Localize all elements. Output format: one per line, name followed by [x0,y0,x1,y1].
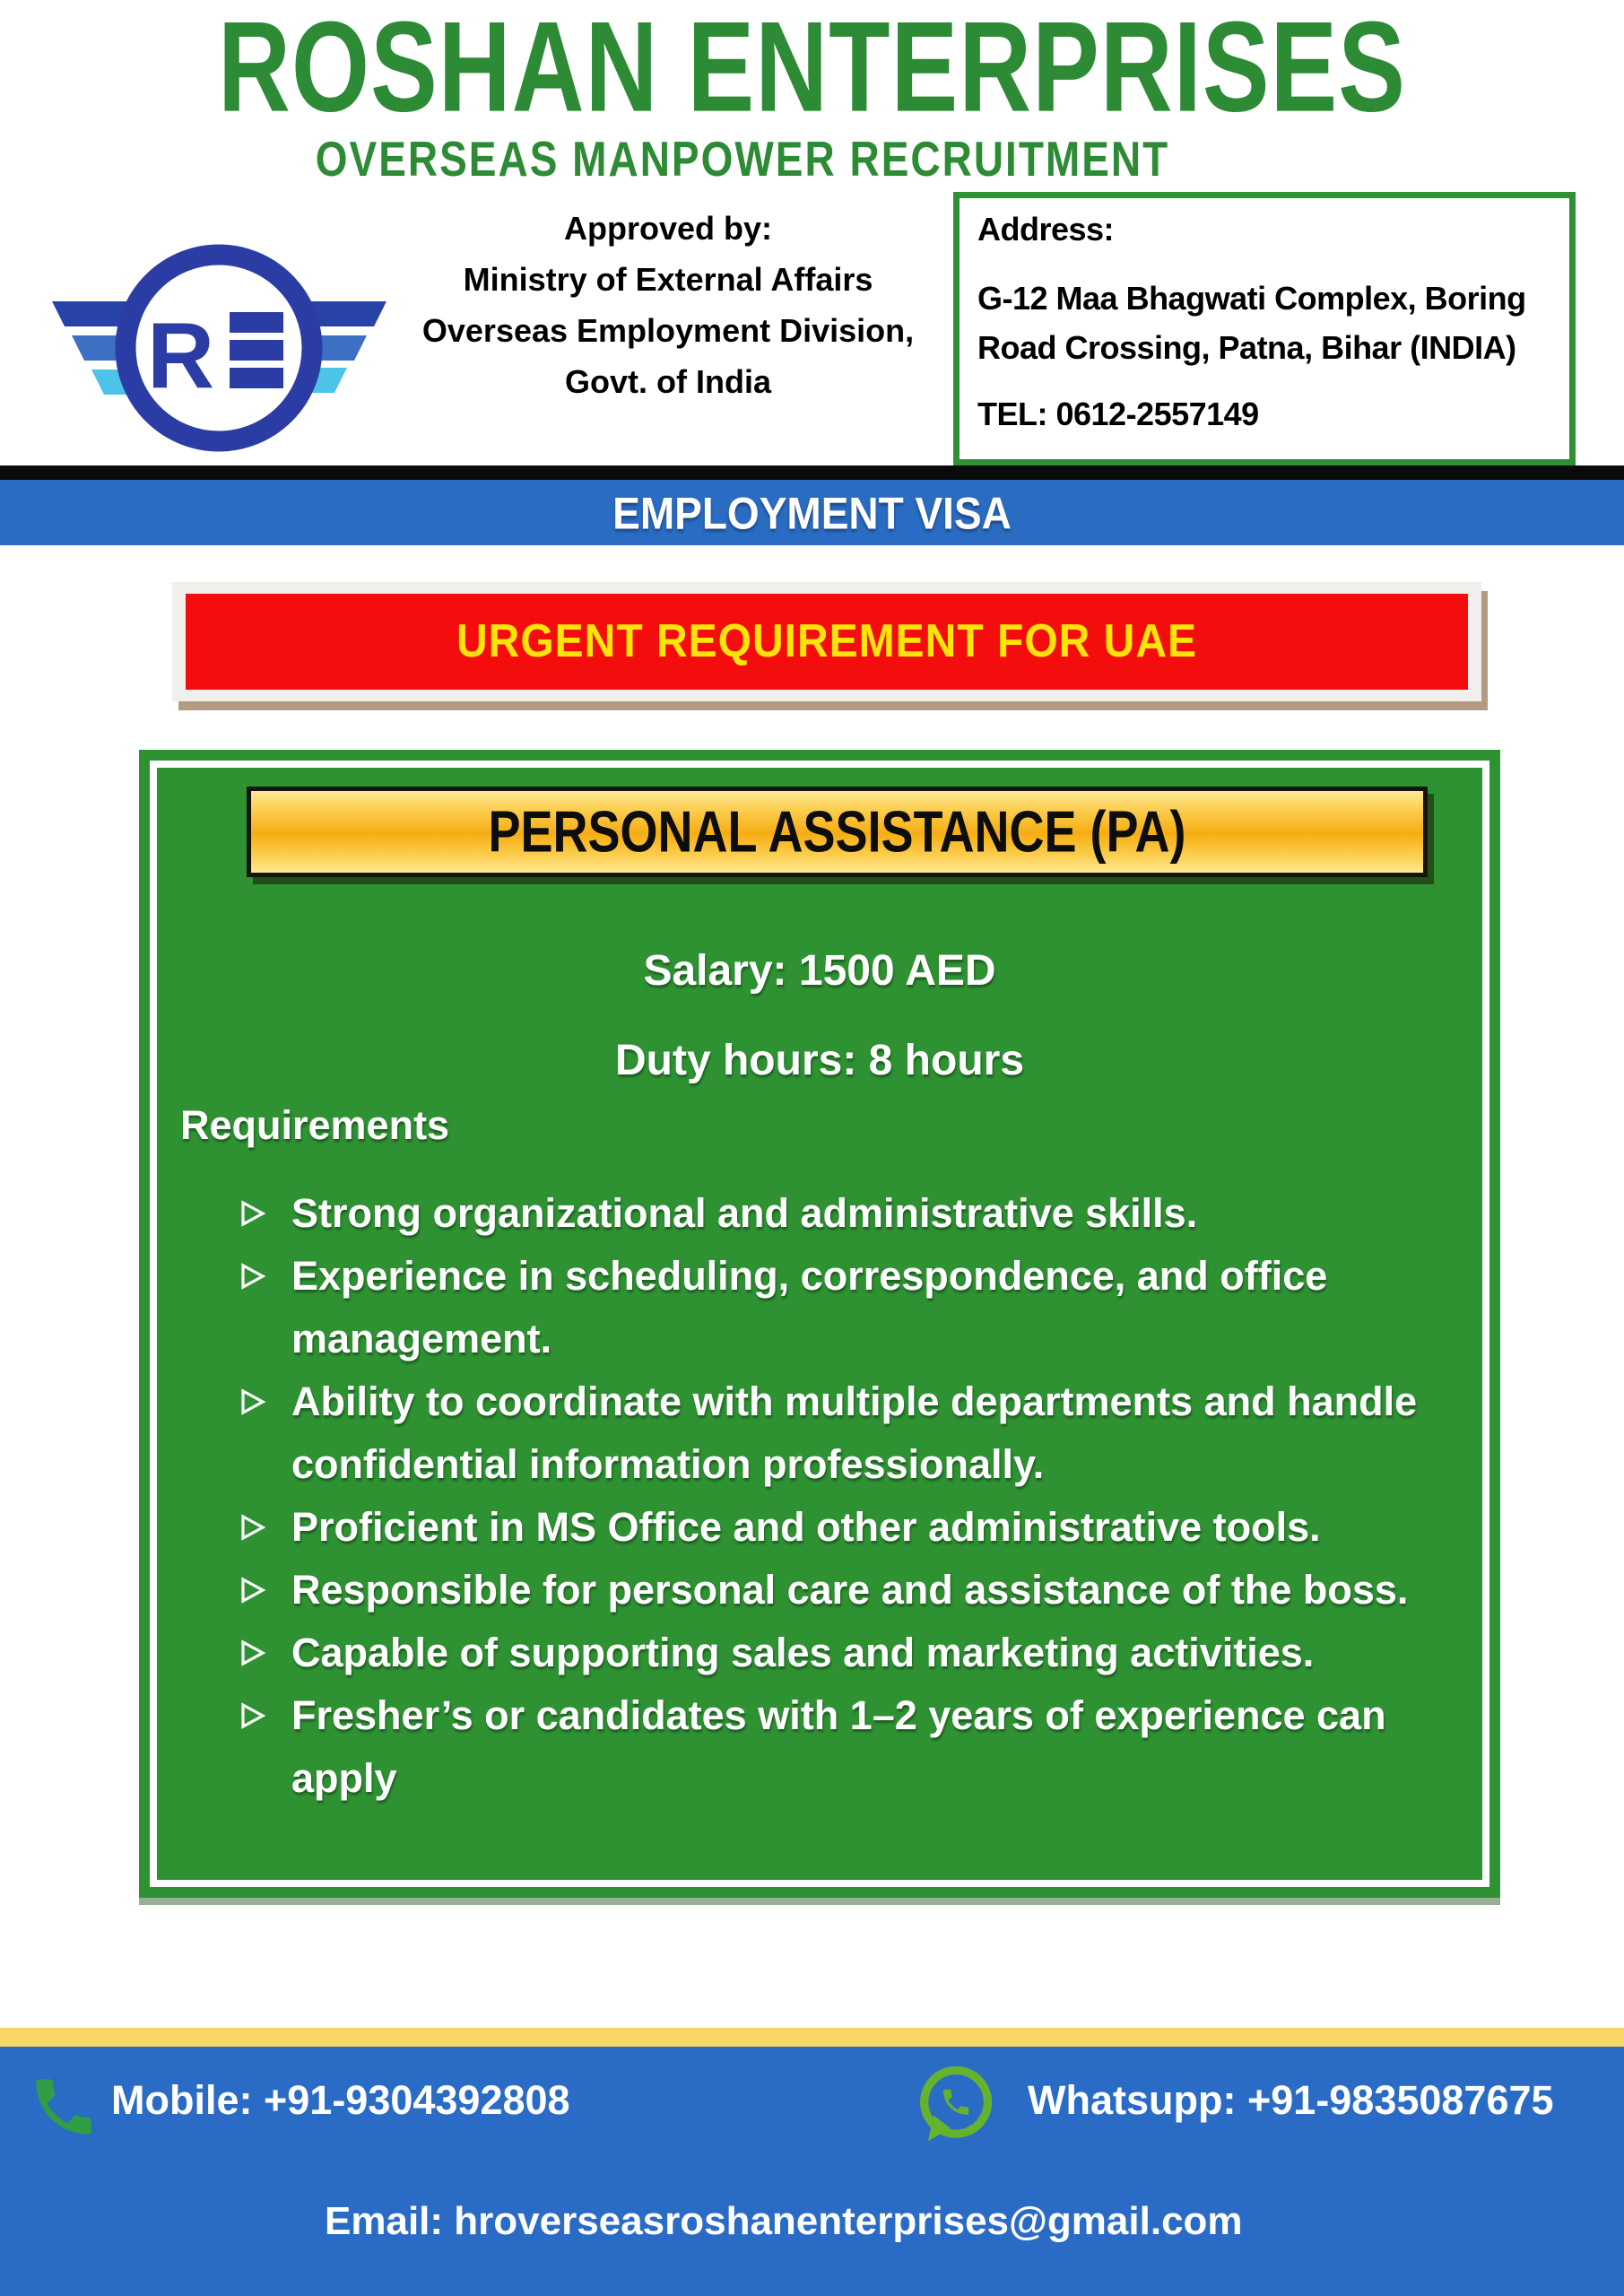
address-label: Address: [977,211,1115,248]
requirement-item [239,1559,1441,1622]
urgent-banner-frame [172,582,1481,701]
company-name [0,0,1624,139]
requirement-item [239,1182,1441,1245]
duty-hours-line: Duty hours: 8 hours [614,1037,1025,1084]
company-name-text: ROSHAN ENTERPRISES [218,0,1406,139]
footer-gold-strip [0,2028,1624,2047]
arrow-bullet-icon [239,1684,266,1747]
requirements-list [239,1182,1441,1810]
arrow-bullet-icon [239,1182,266,1245]
approved-by-lines [386,254,951,407]
requirement-text: Proficient in MS Office and other administrative tools. [291,1504,1321,1550]
approved-by-line: Overseas Employment Division, [421,312,915,349]
requirement-item [239,1622,1441,1684]
footer-contact-bar [0,2047,1624,2296]
employment-visa-banner [0,480,1624,545]
address-box [953,192,1576,465]
requirement-text: Capable of supporting sales and marketing activities. [291,1630,1315,1675]
approved-by-block [386,203,951,407]
black-divider [0,465,1624,480]
approved-by-line: Ministry of External Affairs [463,261,873,298]
requirements-heading: Requirements [180,1102,450,1148]
job-title-text: PERSONAL ASSISTANCE (PA) [488,799,1186,865]
re-wings-logo-icon [47,231,392,481]
requirement-text: Ability to coordinate with multiple departments and handle confidential information professionally. [291,1378,1418,1487]
arrow-bullet-icon [239,1559,266,1622]
email-address: Email: hroverseasroshanenterprises@gmail.com [325,2199,1243,2243]
arrow-bullet-icon [239,1622,266,1684]
whatsapp-number: Whatsupp: +91-9835087675 [1028,2077,1554,2123]
mobile-number: Mobile: +91-9304392808 [111,2077,570,2123]
address-text: G-12 Maa Bhagwati Complex, Boring Road Crossing, Patna, Bihar (INDIA) [977,280,1526,366]
arrow-bullet-icon [239,1496,266,1559]
urgent-banner-text: URGENT REQUIREMENT FOR UAE [456,615,1197,668]
company-tagline-text: OVERSEAS MANPOWER RECRUITMENT [315,131,1170,187]
address-telephone: TEL: 0612-2557149 [977,396,1259,432]
requirement-text: Strong organizational and administrative skills. [291,1190,1198,1236]
job-panel [139,750,1500,1898]
requirement-item [239,1684,1441,1810]
requirement-text: Responsible for personal care and assistance of the boss. [291,1567,1409,1613]
urgent-banner [186,594,1468,690]
job-title-bar [247,787,1428,877]
requirement-item [239,1370,1441,1496]
requirement-item [239,1245,1441,1370]
salary-line: Salary: 1500 AED [643,947,996,995]
logo-monogram-r: R [147,304,215,408]
arrow-bullet-icon [239,1370,266,1433]
requirement-item [239,1496,1441,1559]
approved-by-label: Approved by: [563,210,772,247]
requirement-text: Experience in scheduling, correspondence, and office management. [291,1253,1328,1361]
arrow-bullet-icon [239,1245,266,1308]
phone-icon [27,2070,100,2148]
employment-visa-text: EMPLOYMENT VISA [612,487,1012,538]
whatsapp-icon [908,2061,1001,2159]
approved-by-line: Govt. of India [565,363,771,400]
company-tagline [0,131,1485,187]
requirement-text: Fresher’s or candidates with 1–2 years of experience can apply [291,1692,1386,1801]
